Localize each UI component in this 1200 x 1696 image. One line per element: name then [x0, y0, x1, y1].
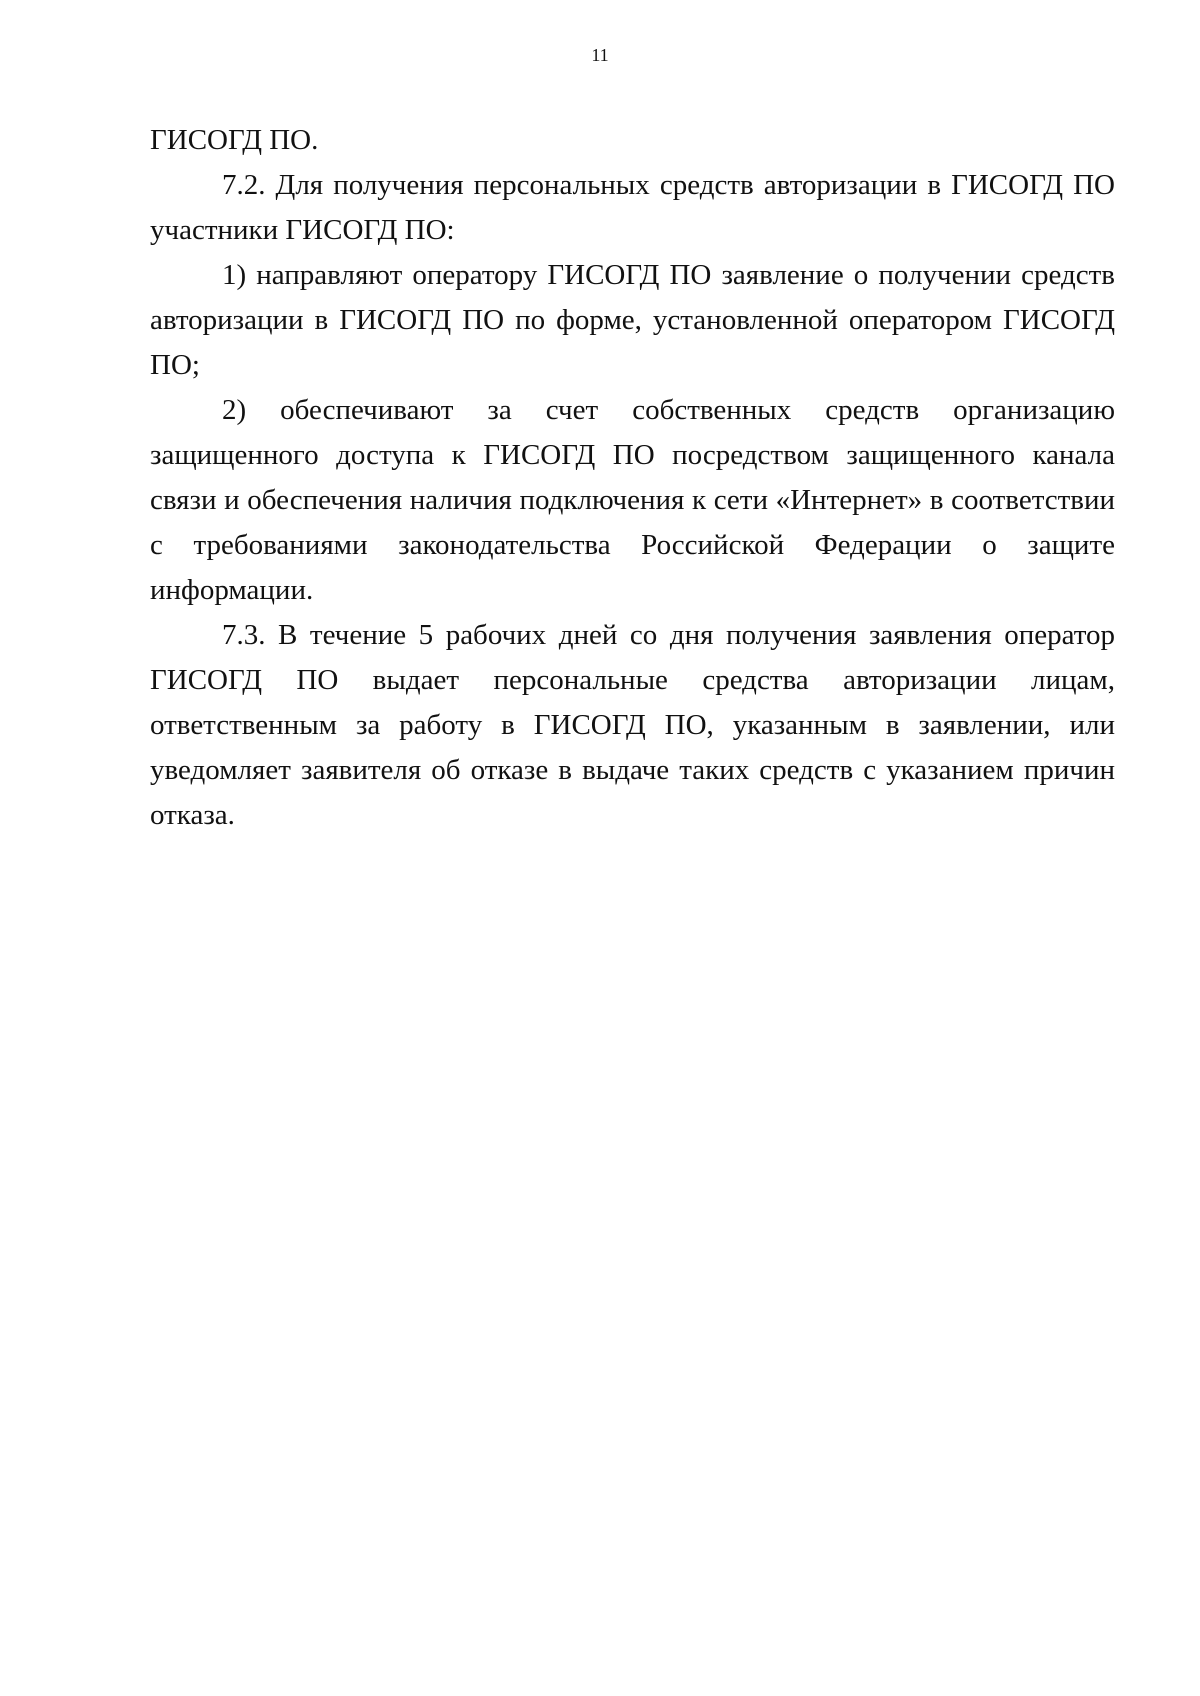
paragraph-continuation: ГИСОГД ПО. [150, 124, 319, 156]
document-body [150, 118, 1115, 838]
paragraph-7-2-item-2: 2) обеспечивают за счет собственных средств организацию защищенного доступа к ГИСОГД ПО посредством защищенного канала связи и обеспечения наличия подключения к сети «Интернет» в соответствии с требованиями законодательства Российской Федерации о защите информации. [150, 394, 1115, 606]
page-number: 11 [591, 45, 609, 65]
paragraph-7-2: 7.2. Для получения персональных средств авторизации в ГИСОГД ПО участники ГИСОГД ПО: [150, 169, 1115, 246]
paragraph-7-2-item-1: 1) направляют оператору ГИСОГД ПО заявление о получении средств авторизации в ГИСОГД ПО по форме, установленной оператором ГИСОГД ПО; [150, 259, 1115, 381]
paragraph-7-3: 7.3. В течение 5 рабочих дней со дня получения заявления оператор ГИСОГД ПО выдает персональные средства авторизации лицам, ответственным за работу в ГИСОГД ПО, указанным в заявлении, или уведомляет заявителя об отказе в выдаче таких средств с указанием причин отказа. [150, 619, 1115, 831]
